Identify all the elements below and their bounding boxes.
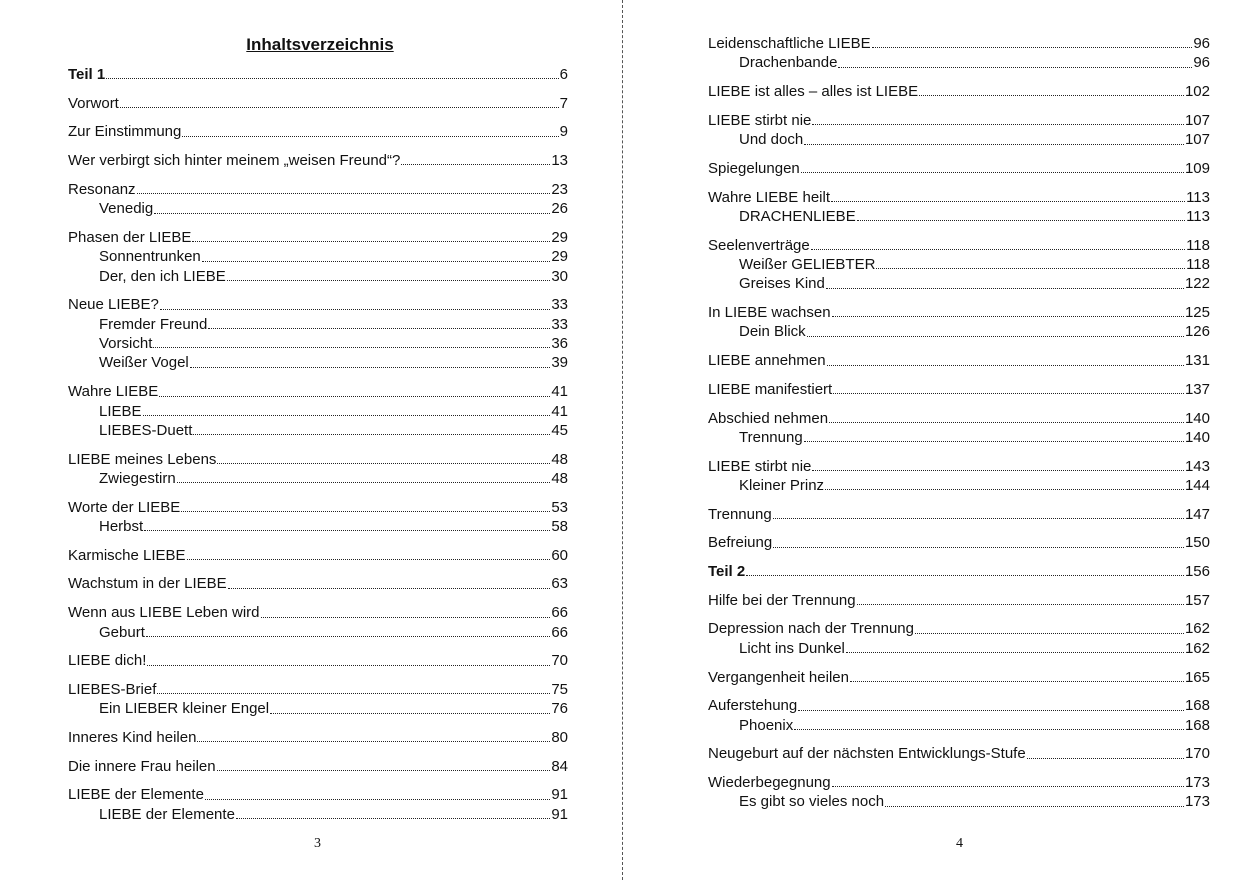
- dot-leader: [147, 664, 550, 666]
- toc-page-number: 118: [1186, 236, 1210, 254]
- toc-entry-label: Sonnentrunken: [99, 248, 201, 266]
- dot-leader: [270, 712, 550, 714]
- dot-leader: [798, 709, 1184, 711]
- toc-page-number: 26: [551, 200, 568, 218]
- toc-subentry: [68, 334, 568, 353]
- toc-group: [708, 773, 1210, 812]
- toc-page-number: 30: [551, 267, 568, 285]
- toc-page-number: 137: [1184, 380, 1210, 398]
- toc-entry-label: Teil 1: [68, 66, 106, 83]
- toc-entry: [68, 728, 568, 747]
- toc-entry: [68, 680, 568, 699]
- toc-page-number: 29: [551, 228, 568, 246]
- dot-leader: [872, 46, 1193, 48]
- toc-subentry: [68, 199, 568, 218]
- toc-entry-label: Vergangenheit heilen: [708, 668, 849, 686]
- toc-group: [68, 382, 568, 440]
- dot-leader: [915, 632, 1184, 634]
- dot-leader: [236, 817, 550, 819]
- toc-page-number: 96: [1193, 35, 1210, 52]
- toc-entry-label: LIEBE annehmen: [708, 352, 826, 370]
- toc-group: [68, 295, 568, 373]
- dot-leader: [832, 315, 1184, 317]
- toc-page-number: 60: [551, 546, 568, 564]
- page-title: Inhaltsverzeichnis: [246, 35, 394, 54]
- toc-page-number: 48: [551, 450, 568, 468]
- toc-entry-label: Weißer Vogel: [99, 354, 189, 372]
- dot-leader: [190, 366, 551, 368]
- toc-page-number: 66: [551, 604, 568, 622]
- toc-subentry: [68, 805, 568, 824]
- dot-leader: [812, 123, 1184, 125]
- toc-entry: [708, 533, 1210, 552]
- toc-group: [68, 65, 568, 84]
- dot-leader: [228, 587, 551, 589]
- toc-entry: [708, 668, 1210, 687]
- toc-entry: [708, 188, 1210, 207]
- dot-leader: [197, 740, 550, 742]
- toc-page-number: 126: [1184, 323, 1210, 341]
- toc-entry-label: Teil 2: [708, 563, 746, 581]
- toc-page-number: 157: [1184, 591, 1210, 609]
- toc-page-number: 75: [551, 680, 568, 698]
- toc-page-number: 156: [1184, 563, 1210, 581]
- toc-subentry: [68, 623, 568, 642]
- page-number: 3: [314, 836, 321, 851]
- toc-entry-label: Wiederbegegnung: [708, 773, 831, 791]
- toc-page-number: 96: [1193, 54, 1210, 72]
- dot-leader: [192, 240, 550, 242]
- toc-subentry: [68, 247, 568, 266]
- toc-entry: [68, 546, 568, 565]
- dot-leader: [205, 798, 550, 800]
- dot-leader: [919, 94, 1184, 96]
- toc-page-number: 91: [551, 805, 568, 823]
- toc-subentry: [68, 517, 568, 536]
- dot-leader: [181, 510, 550, 512]
- toc-page-number: 70: [551, 652, 568, 670]
- toc-page-number: 125: [1184, 304, 1210, 322]
- dot-leader: [746, 574, 1184, 576]
- toc-group: [68, 680, 568, 719]
- dot-leader: [885, 805, 1184, 807]
- dot-leader: [857, 603, 1184, 605]
- dot-leader: [217, 462, 550, 464]
- dot-leader: [801, 171, 1184, 173]
- toc-entry: [708, 380, 1210, 399]
- dot-leader: [137, 192, 551, 194]
- toc-entry: [68, 295, 568, 314]
- dot-leader: [829, 421, 1184, 423]
- toc-subentry: [708, 792, 1210, 811]
- toc-list-right: [708, 34, 1210, 821]
- toc-page-number: 140: [1184, 409, 1210, 427]
- toc-entry: [708, 562, 1210, 581]
- toc-entry: [68, 603, 568, 622]
- toc-entry-label: Greises Kind: [739, 275, 825, 293]
- toc-entry-label: LIEBE manifestiert: [708, 380, 833, 398]
- dot-leader: [833, 392, 1184, 394]
- toc-entry: [68, 151, 568, 170]
- toc-page-number: 143: [1184, 457, 1210, 475]
- toc-entry-label: LIEBES-Duett: [99, 421, 193, 439]
- toc-group: [68, 757, 568, 776]
- toc-entry-label: LIEBE meines Lebens: [68, 450, 217, 468]
- toc-entry-label: LIEBE dich!: [68, 652, 147, 670]
- toc-entry-label: LIEBE stirbt nie: [708, 111, 812, 129]
- toc-group: [708, 351, 1210, 370]
- dot-leader: [876, 267, 1185, 269]
- toc-entry-label: LIEBES-Brief: [68, 680, 157, 698]
- toc-entry-label: Wachstum in der LIEBE: [68, 575, 227, 593]
- toc-subentry: [708, 207, 1210, 226]
- dot-leader: [825, 488, 1184, 490]
- dot-leader: [261, 616, 551, 618]
- toc-page-number: 109: [1184, 159, 1210, 177]
- toc-entry-label: Wenn aus LIEBE Leben wird: [68, 604, 260, 622]
- toc-entry-label: Zur Einstimmung: [68, 123, 182, 141]
- toc-entry-label: Fremder Freund: [99, 315, 208, 333]
- toc-group: [708, 533, 1210, 552]
- toc-page-number: 113: [1186, 207, 1210, 225]
- toc-entry: [68, 651, 568, 670]
- dot-leader: [202, 260, 551, 262]
- toc-page-number: 58: [551, 518, 568, 536]
- toc-page-number: 7: [559, 94, 568, 112]
- toc-page-number: 113: [1186, 188, 1210, 206]
- toc-group: [708, 34, 1210, 73]
- dot-leader: [773, 546, 1184, 548]
- dot-leader: [831, 200, 1185, 202]
- toc-entry: [68, 498, 568, 517]
- toc-entry-label: Und doch: [739, 131, 804, 149]
- toc-group: [708, 236, 1210, 294]
- toc-entry-label: Karmische LIEBE: [68, 546, 186, 564]
- toc-subentry: [68, 421, 568, 440]
- toc-group: [68, 228, 568, 286]
- dot-leader: [846, 651, 1184, 653]
- dot-leader: [146, 635, 550, 637]
- toc-page-number: 66: [551, 623, 568, 641]
- dot-leader: [401, 163, 550, 165]
- toc-entry-label: In LIEBE wachsen: [708, 304, 831, 322]
- dot-leader: [838, 66, 1192, 68]
- toc-entry: [708, 744, 1210, 763]
- toc-group: [708, 668, 1210, 687]
- toc-group: [708, 505, 1210, 524]
- toc-entry-label: Ein LIEBER kleiner Engel: [99, 700, 270, 718]
- toc-page-number: 9: [559, 123, 568, 141]
- toc-page-number: 147: [1184, 505, 1210, 523]
- dot-leader: [807, 335, 1184, 337]
- toc-group: [68, 450, 568, 489]
- toc-entry-label: LIEBE der Elemente: [99, 805, 235, 823]
- toc-entry: [68, 574, 568, 593]
- toc-page-number: 173: [1184, 773, 1210, 791]
- toc-page-number: 173: [1184, 793, 1210, 811]
- toc-entry: [708, 159, 1210, 178]
- toc-page-number: 140: [1184, 428, 1210, 446]
- toc-entry-label: DRACHENLIEBE: [739, 207, 856, 225]
- toc-entry: [68, 180, 568, 199]
- toc-page-number: 53: [551, 498, 568, 516]
- toc-page-number: 48: [551, 470, 568, 488]
- left-page: [0, 0, 621, 880]
- toc-subentry: [68, 699, 568, 718]
- toc-entry-label: Zwiegestirn: [99, 470, 176, 488]
- toc-entry-label: Venedig: [99, 200, 154, 218]
- toc-subentry: [708, 476, 1210, 495]
- toc-page-number: 84: [551, 757, 568, 775]
- toc-page-number: 76: [551, 700, 568, 718]
- toc-entry-label: Der, den ich LIEBE: [99, 267, 226, 285]
- toc-entry-label: Dein Blick: [739, 323, 806, 341]
- toc-page-number: 36: [551, 335, 568, 353]
- dot-leader: [120, 106, 559, 108]
- toc-entry-label: Neugeburt auf der nächsten Entwicklungs-Stufe: [708, 745, 1026, 763]
- toc-entry-label: Weißer GELIEBTER: [739, 256, 876, 273]
- dot-leader: [826, 287, 1184, 289]
- toc-page-number: 39: [551, 354, 568, 372]
- toc-group: [68, 180, 568, 219]
- dot-leader: [177, 481, 551, 483]
- toc-subentry: [708, 322, 1210, 341]
- toc-page-number: 33: [551, 315, 568, 333]
- toc-page-number: 91: [551, 786, 568, 804]
- toc-entry: [708, 505, 1210, 524]
- right-page: [624, 0, 1249, 880]
- toc-page-number: 162: [1184, 639, 1210, 657]
- toc-entry-label: Wahre LIEBE heilt: [708, 188, 830, 206]
- dot-leader: [154, 212, 550, 214]
- toc-entry-label: LIEBE ist alles – alles ist LIEBE: [708, 83, 919, 101]
- toc-page-number: 102: [1184, 83, 1210, 101]
- dot-leader: [832, 785, 1184, 787]
- dot-leader: [182, 135, 558, 137]
- toc-group: [708, 303, 1210, 342]
- dot-leader: [857, 219, 1185, 221]
- toc-page-number: 162: [1184, 620, 1210, 638]
- toc-entry-label: Auferstehung: [708, 697, 798, 715]
- toc-entry: [68, 382, 568, 401]
- toc-subentry: [708, 716, 1210, 735]
- toc-subentry: [68, 402, 568, 421]
- toc-group: [708, 619, 1210, 658]
- toc-entry-label: Phasen der LIEBE: [68, 228, 192, 246]
- toc-page-number: 107: [1184, 111, 1210, 129]
- toc-entry: [708, 236, 1210, 255]
- toc-entry-label: Vorsicht: [99, 335, 153, 353]
- toc-entry: [68, 228, 568, 247]
- dot-leader: [159, 395, 550, 397]
- toc-entry-label: Wer verbirgt sich hinter meinem „weisen Freund“?: [68, 152, 401, 170]
- toc-group: [68, 651, 568, 670]
- toc-entry-label: Drachenbande: [739, 54, 838, 72]
- dot-leader: [227, 279, 551, 281]
- toc-page-number: 80: [551, 729, 568, 746]
- toc-entry-label: Vorwort: [68, 94, 119, 112]
- toc-entry-label: Herbst: [99, 518, 144, 536]
- toc-entry: [708, 619, 1210, 638]
- toc-subentry: [68, 267, 568, 286]
- page-divider: [622, 0, 623, 880]
- toc-entry-label: Wahre LIEBE: [68, 383, 159, 401]
- toc-page-number: 131: [1184, 352, 1210, 370]
- dot-leader: [208, 327, 550, 329]
- toc-entry-label: Trennung: [708, 505, 772, 523]
- toc-page-number: 41: [551, 402, 568, 420]
- toc-entry-label: Geburt: [99, 623, 145, 641]
- toc-entry-label: Die innere Frau heilen: [68, 757, 216, 775]
- toc-group: [68, 546, 568, 565]
- dot-leader: [193, 433, 550, 435]
- toc-group: [708, 409, 1210, 448]
- toc-entry-label: Neue LIEBE?: [68, 296, 159, 314]
- toc-entry-label: Trennung: [739, 428, 803, 446]
- dot-leader: [106, 77, 558, 79]
- toc-page-number: 122: [1184, 275, 1210, 293]
- toc-page-number: 165: [1184, 668, 1210, 686]
- toc-subentry: [708, 130, 1210, 149]
- toc-entry: [68, 122, 568, 141]
- toc-page-number: 107: [1184, 131, 1210, 149]
- toc-subentry: [708, 255, 1210, 274]
- toc-entry-label: LIEBE der Elemente: [68, 786, 204, 804]
- toc-page-number: 13: [551, 152, 568, 170]
- dot-leader: [850, 680, 1184, 682]
- toc-page-number: 29: [551, 248, 568, 266]
- toc-entry-label: Abschied nehmen: [708, 409, 829, 427]
- toc-subentry: [708, 639, 1210, 658]
- toc-subentry: [68, 315, 568, 334]
- toc-group: [708, 82, 1210, 101]
- toc-group: [708, 111, 1210, 150]
- toc-entry: [68, 450, 568, 469]
- toc-entry-label: Seelenverträge: [708, 236, 810, 254]
- toc-entry: [708, 351, 1210, 370]
- toc-entry-label: Leidenschaftliche LIEBE: [708, 35, 871, 52]
- toc-entry-label: Inneres Kind heilen: [68, 729, 197, 746]
- toc-entry: [708, 457, 1210, 476]
- toc-entry-label: Worte der LIEBE: [68, 498, 181, 516]
- toc-entry-label: Phoenix: [739, 716, 794, 734]
- dot-leader: [217, 769, 551, 771]
- dot-leader: [811, 248, 1185, 250]
- toc-group: [68, 122, 568, 141]
- dot-leader: [812, 469, 1184, 471]
- dot-leader: [143, 414, 551, 416]
- toc-group: [68, 151, 568, 170]
- toc-page-number: 45: [551, 421, 568, 439]
- toc-group: [708, 744, 1210, 763]
- toc-entry: [708, 409, 1210, 428]
- toc-page-number: 168: [1184, 716, 1210, 734]
- toc-entry: [68, 785, 568, 804]
- toc-group: [68, 785, 568, 824]
- dot-leader: [144, 529, 550, 531]
- dot-leader: [160, 308, 550, 310]
- toc-entry-label: Resonanz: [68, 180, 136, 198]
- toc-group: [708, 696, 1210, 735]
- toc-entry: [68, 94, 568, 113]
- dot-leader: [827, 364, 1184, 366]
- toc-subentry: [68, 353, 568, 372]
- toc-group: [68, 603, 568, 642]
- toc-entry: [708, 773, 1210, 792]
- dot-leader: [187, 558, 551, 560]
- toc-group: [708, 159, 1210, 178]
- toc-page-number: 41: [551, 383, 568, 401]
- toc-entry-label: Kleiner Prinz: [739, 477, 825, 494]
- toc-page-number: 144: [1184, 477, 1210, 494]
- toc-group: [708, 562, 1210, 581]
- toc-page-number: 150: [1184, 534, 1210, 552]
- toc-entry: [708, 696, 1210, 715]
- toc-subentry: [68, 469, 568, 488]
- toc-entry: [708, 111, 1210, 130]
- toc-entry: [708, 303, 1210, 322]
- dot-leader: [804, 440, 1184, 442]
- toc-entry-label: Hilfe bei der Trennung: [708, 591, 856, 609]
- toc-page-number: 23: [551, 180, 568, 198]
- dot-leader: [157, 692, 550, 694]
- toc-entry: [68, 65, 568, 84]
- dot-leader: [773, 517, 1184, 519]
- dot-leader: [1027, 757, 1184, 759]
- toc-group: [708, 188, 1210, 227]
- toc-group: [68, 94, 568, 113]
- toc-subentry: [708, 53, 1210, 72]
- toc-entry-label: Befreiung: [708, 534, 773, 552]
- toc-group: [708, 457, 1210, 496]
- toc-subentry: [708, 274, 1210, 293]
- toc-page-number: 170: [1184, 745, 1210, 763]
- toc-page-number: 168: [1184, 697, 1210, 715]
- toc-page-number: 118: [1186, 256, 1210, 273]
- toc-entry-label: Es gibt so vieles noch: [739, 793, 885, 811]
- toc-subentry: [708, 428, 1210, 447]
- toc-entry: [708, 82, 1210, 101]
- toc-page-number: 6: [559, 66, 568, 83]
- toc-entry: [708, 591, 1210, 610]
- toc-entry-label: LIEBE: [99, 402, 142, 420]
- toc-entry-label: Licht ins Dunkel: [739, 639, 845, 657]
- toc-entry-label: LIEBE stirbt nie: [708, 457, 812, 475]
- toc-page-number: 63: [551, 575, 568, 593]
- toc-group: [68, 574, 568, 593]
- dot-leader: [794, 728, 1184, 730]
- toc-page-number: 33: [551, 296, 568, 314]
- toc-entry: [708, 34, 1210, 53]
- toc-entry-label: Spiegelungen: [708, 159, 800, 177]
- page-number: 4: [956, 836, 963, 851]
- toc-entry-label: Depression nach der Trennung: [708, 620, 914, 638]
- dot-leader: [153, 346, 550, 348]
- toc-entry: [68, 757, 568, 776]
- toc-group: [708, 591, 1210, 610]
- toc-group: [68, 728, 568, 747]
- toc-group: [708, 380, 1210, 399]
- toc-list-left: [68, 65, 568, 833]
- toc-group: [68, 498, 568, 537]
- dot-leader: [804, 143, 1184, 145]
